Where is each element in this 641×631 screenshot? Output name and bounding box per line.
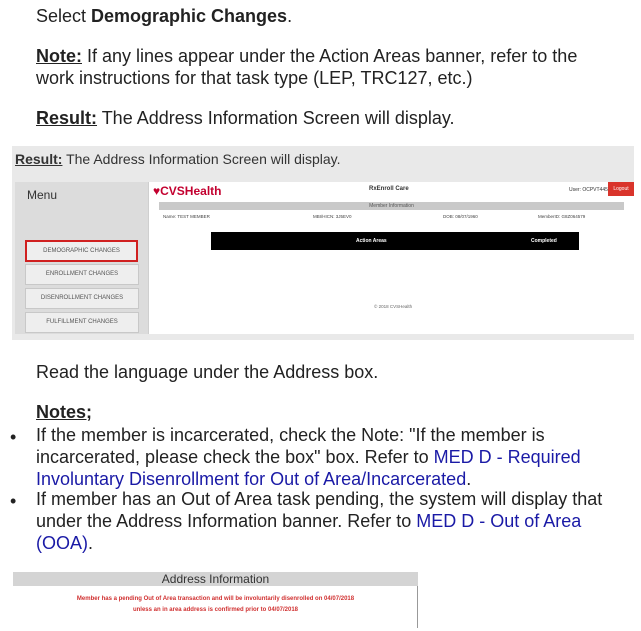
logout-button[interactable]: Logout	[608, 182, 634, 196]
intro-bold: Demographic Changes	[91, 6, 288, 26]
note-label: Note:	[36, 46, 82, 66]
menu-title: Menu	[27, 188, 58, 202]
main-content	[149, 182, 634, 334]
result-text: The Address Information Screen will display.	[97, 108, 455, 128]
menu-item-enrollment-changes[interactable]: ENROLLMENT CHANGES	[25, 264, 139, 285]
warning-line2: unless an in area address is confirmed prior to 04/07/2018	[132, 607, 299, 613]
read-instruction: Read the language under the Address box.	[36, 362, 379, 382]
logo-text: CVSHealth	[160, 184, 222, 198]
med-d-ooa-link-cont[interactable]: (OOA)	[36, 533, 88, 553]
user-label: User: OCPVT445	[569, 187, 608, 193]
result-label: Result:	[36, 108, 98, 128]
med-d-required-link[interactable]: MED D - Required	[433, 447, 581, 467]
caption-text: The Address Information Screen will display.	[62, 151, 341, 167]
intro-prefix: Select	[36, 6, 92, 26]
bullet-item-out-of-area	[36, 488, 641, 554]
copyright-text: © 2018 CVSHealth	[374, 304, 413, 309]
warning-line1: Member has a pending Out of Area transaction and will be involuntarily disenrolled on 04/07/2018	[76, 596, 355, 602]
bullet-dot: •	[10, 491, 17, 511]
bullet1-line2: incarcerated, please check the box" box. Refer to	[36, 447, 434, 467]
member-name: Name: TEST MEMBER	[163, 214, 210, 219]
notes-title: Notes;	[36, 402, 93, 422]
cvs-logo	[153, 184, 221, 198]
heart-icon: ♥	[153, 184, 161, 198]
bullet1-suffix: .	[466, 469, 472, 489]
member-info-row	[163, 214, 623, 222]
member-id: MemberID: G8Z064579	[538, 214, 586, 219]
action-areas-label: Action Areas	[356, 238, 387, 244]
address-screen-screenshot	[12, 146, 634, 340]
member-mbi: MBI/HICN: 3J5EV0	[313, 214, 352, 219]
menu-item-demographic-changes[interactable]: DEMOGRAPHIC CHANGES	[25, 240, 138, 262]
menu-item-disenrollment-changes[interactable]: DISENROLLMENT CHANGES	[25, 288, 139, 309]
bullet-dot: •	[10, 427, 17, 447]
bullet1-line1: If the member is incarcerated, check the Note: "If the member is	[36, 425, 545, 445]
intro-suffix: .	[287, 6, 293, 26]
bullet2-line1: If member has an Out of Area task pending, the system will display that	[36, 489, 603, 509]
address-information-screenshot	[13, 572, 418, 628]
app-title: RxEnroll Care	[369, 186, 409, 192]
note-text: If any lines appear under the Action Areas banner, refer to the	[82, 46, 578, 66]
bullet2-line2: under the Address Information banner. Refer to	[36, 511, 417, 531]
screenshot-caption	[15, 151, 341, 167]
menu-item-fulfillment-changes[interactable]: FULFILLMENT CHANGES	[25, 312, 139, 333]
result-paragraph	[36, 107, 455, 129]
action-areas-banner	[211, 232, 579, 250]
caption-label: Result:	[15, 151, 63, 167]
intro-line	[36, 5, 292, 27]
note-text-2: work instructions for that task type (LEP, TRC127, etc.)	[36, 68, 473, 88]
address-information-banner: Address Information	[13, 572, 418, 586]
med-d-ooa-link[interactable]: MED D - Out of Area	[416, 511, 582, 531]
bullet-item-incarcerated	[36, 424, 641, 490]
bullet2-suffix: .	[88, 533, 94, 553]
menu-sidebar	[15, 182, 149, 334]
member-dob: DOB: 08/07/1960	[443, 214, 478, 219]
divider	[417, 586, 418, 628]
out-of-area-warning	[13, 594, 418, 616]
completed-label: Completed	[531, 238, 557, 244]
med-d-involuntary-link[interactable]: Involuntary Disenrollment for Out of Area/Incarcerated	[36, 469, 467, 489]
member-information-banner: Member Information	[159, 202, 624, 210]
note-paragraph	[36, 45, 636, 89]
